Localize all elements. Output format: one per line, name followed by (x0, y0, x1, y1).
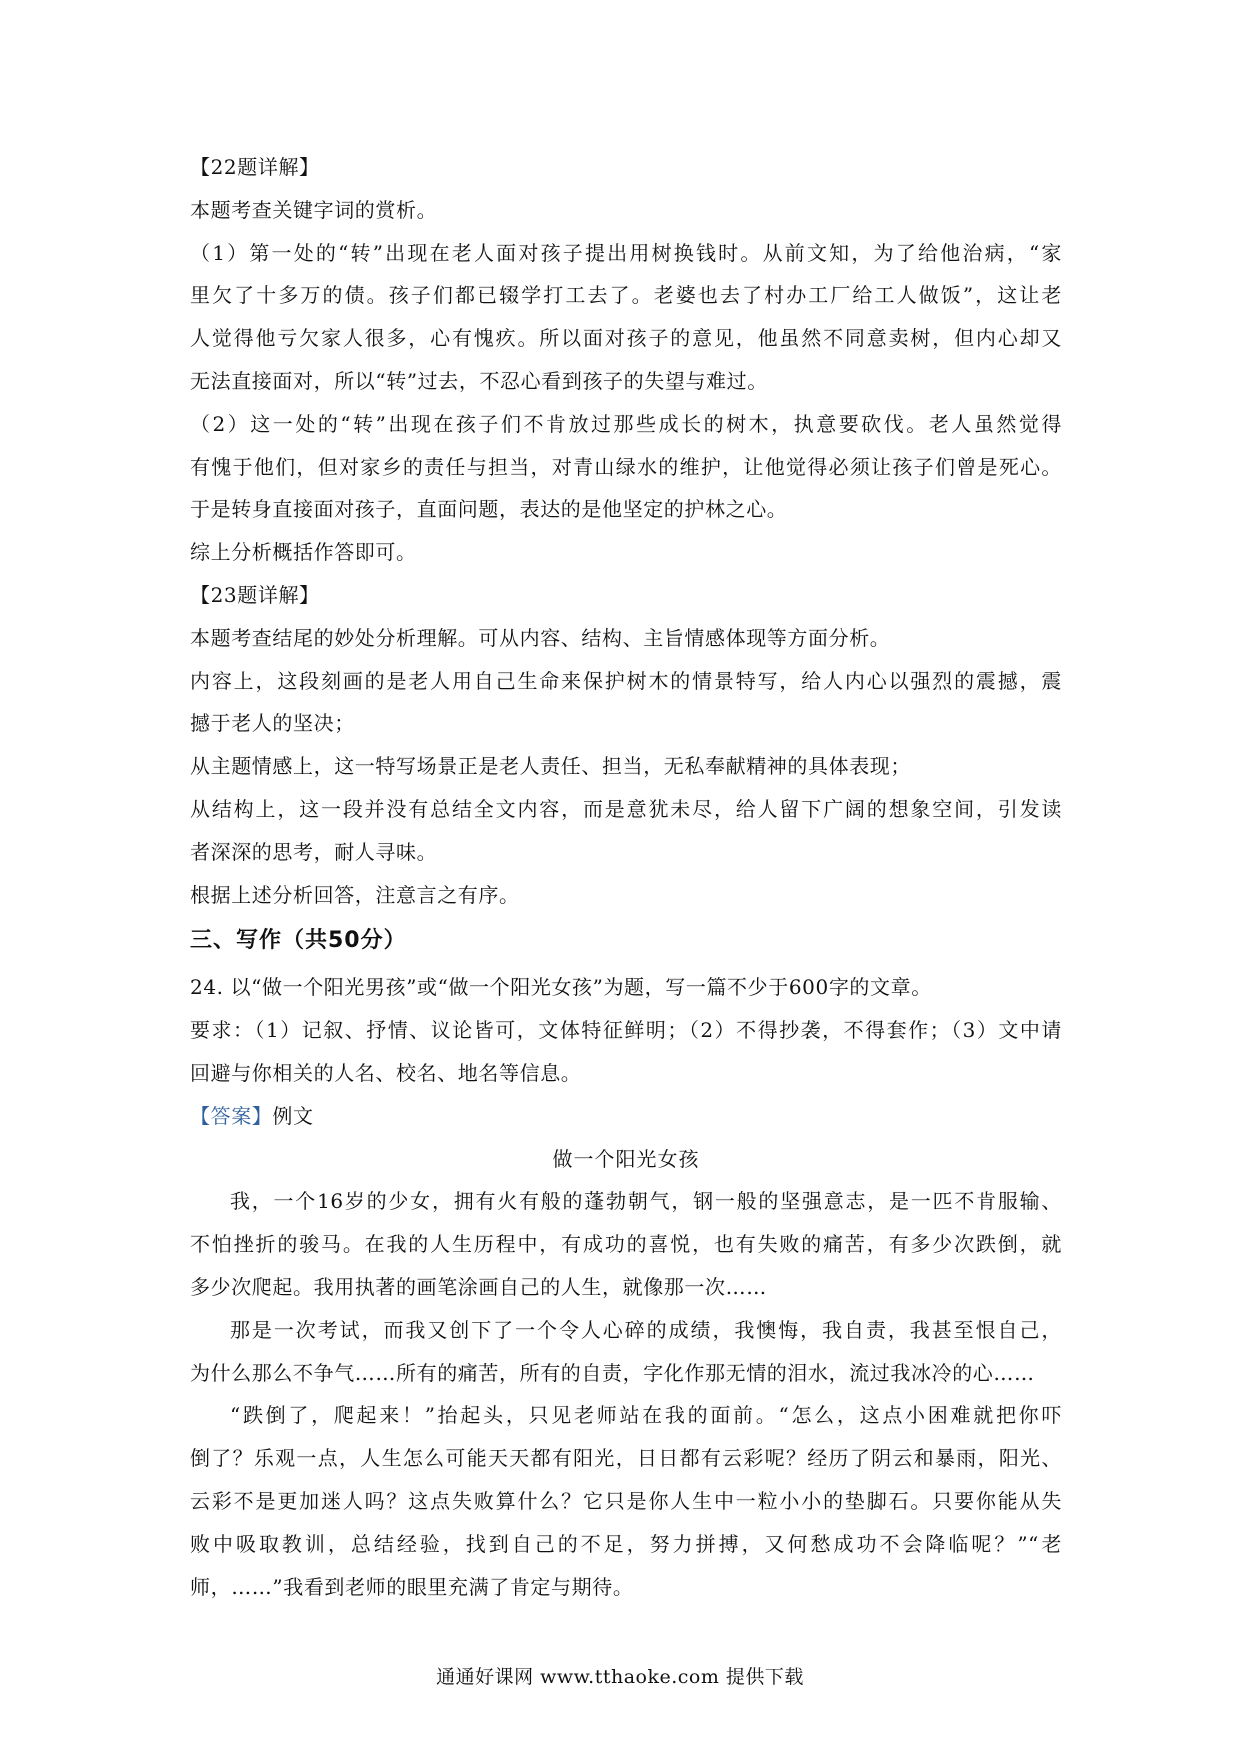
q23-header: 【23题详解】 (190, 582, 320, 607)
text-line: 倒了？乐观一点，人生怎么可能天天都有阳光，日日都有云彩呢？经历了阴云和暴雨，阳光、 (190, 1446, 1062, 1471)
q23-intro: 本题考查结尾的妙处分析理解。可从内容、结构、主旨情感体现等方面分析。 (190, 625, 891, 650)
text-line: 回避与你相关的人名、校名、地名等信息。 (190, 1060, 582, 1085)
q24-prompt: 24. 以“做一个阳光男孩”或“做一个阳光女孩”为题，写一篇不少于600字的文章。 (190, 975, 932, 1000)
text-line: 人觉得他亏欠家人很多，心有愧疚。所以面对孩子的意见，他虽然不同意卖树，但内心却又 (190, 326, 1062, 351)
q23-paragraph-1 (190, 660, 1062, 746)
q22-summary: 综上分析概括作答即可。 (190, 540, 417, 565)
text-line: 里欠了十多万的债。孩子们都已辍学打工去了。老婆也去了村办工厂给工人做饭”，这让老 (190, 283, 1062, 308)
text-line: 要求：（1）记叙、抒情、议论皆可，文体特征鲜明；（2）不得抄袭，不得套作；（3）文中请 (190, 1018, 1062, 1043)
text-line: （2）这一处的“转”出现在孩子们不肯放过那些成长的树木，执意要砍伐。老人虽然觉得 (190, 411, 1062, 436)
q23-summary: 根据上述分析回答，注意言之有序。 (190, 882, 520, 907)
essay-paragraph-2 (190, 1309, 1062, 1395)
text-line: 败中吸取教训，总结经验，找到自己的不足，努力拼搏，又何愁成功不会降临呢？”“老 (190, 1531, 1062, 1556)
q22-header: 【22题详解】 (190, 155, 320, 179)
q22-intro: 本题考查关键字词的赏析。 (190, 197, 438, 222)
q22-paragraph-2 (190, 403, 1062, 531)
text-line: “跌倒了，爬起来！”抬起头，只见老师站在我的面前。“怎么，这点小困难就把你吓 (230, 1403, 1062, 1428)
q22-paragraph-1 (190, 232, 1062, 403)
text-line: 师，……”我看到老师的眼里充满了肯定与期待。 (190, 1574, 634, 1599)
text-line: 者深深的思考，耐人寻味。 (190, 839, 438, 864)
text-line: 内容上，这段刻画的是老人用自己生命来保护树木的情景特写，给人内心以强烈的震撼，震 (190, 668, 1062, 693)
answer-line (190, 1095, 1062, 1138)
text-line: 为什么那么不争气……所有的痛苦，所有的自责，字化作那无情的泪水，流过我冰冷的心…… (190, 1360, 1035, 1385)
answer-tag: 【答案】 (190, 1103, 273, 1128)
text-line: 无法直接面对，所以“转”过去，不忍心看到孩子的失望与难过。 (190, 368, 768, 393)
text-line: 不怕挫折的骏马。在我的人生历程中，有成功的喜悦，也有失败的痛苦，有多少次跌倒，就 (190, 1232, 1062, 1257)
text-line: 云彩不是更加迷人吗？这点失败算什么？它只是你人生中一粒小小的垫脚石。只要你能从失 (190, 1488, 1062, 1513)
text-line: 有愧于他们，但对家乡的责任与担当，对青山绿水的维护，让他觉得必须让孩子们曾是死心。 (190, 454, 1062, 479)
essay-paragraph-3 (190, 1394, 1062, 1608)
text-line: 多少次爬起。我用执著的画笔涂画自己的人生，就像那一次…… (190, 1274, 767, 1299)
writing-section-heading: 三、写作（共50分） (190, 928, 407, 954)
text-line: 于是转身直接面对孩子，直面问题，表达的是他坚定的护林之心。 (190, 497, 788, 522)
text-line: 撼于老人的坚决； (190, 711, 355, 736)
essay-paragraph-1 (190, 1180, 1062, 1308)
q23-paragraph-2: 从主题情感上，这一特写场景正是老人责任、担当，无私奉献精神的具体表现； (190, 754, 911, 779)
q23-paragraph-3 (190, 788, 1062, 874)
text-line: 那是一次考试，而我又创下了一个令人心碎的成绩，我懊悔，我自责，我甚至恨自己， (230, 1317, 1062, 1342)
page-footer: 通通好课网 www.tthaoke.com 提供下载 (436, 1666, 804, 1688)
document-page (190, 146, 1062, 1608)
q24-requirements (190, 1009, 1062, 1095)
text-line: （1）第一处的“转”出现在老人面对孩子提出用树换钱时。从前文知，为了给他治病，“家 (190, 240, 1062, 265)
essay-title: 做一个阳光女孩 (552, 1146, 700, 1171)
answer-label: 例文 (272, 1103, 314, 1128)
text-line: 我，一个16岁的少女，拥有火有般的蓬勃朝气，钢一般的坚强意志，是一匹不肯服输、 (230, 1189, 1062, 1214)
text-line: 从结构上，这一段并没有总结全文内容，而是意犹未尽，给人留下广阔的想象空间，引发读 (190, 796, 1062, 821)
